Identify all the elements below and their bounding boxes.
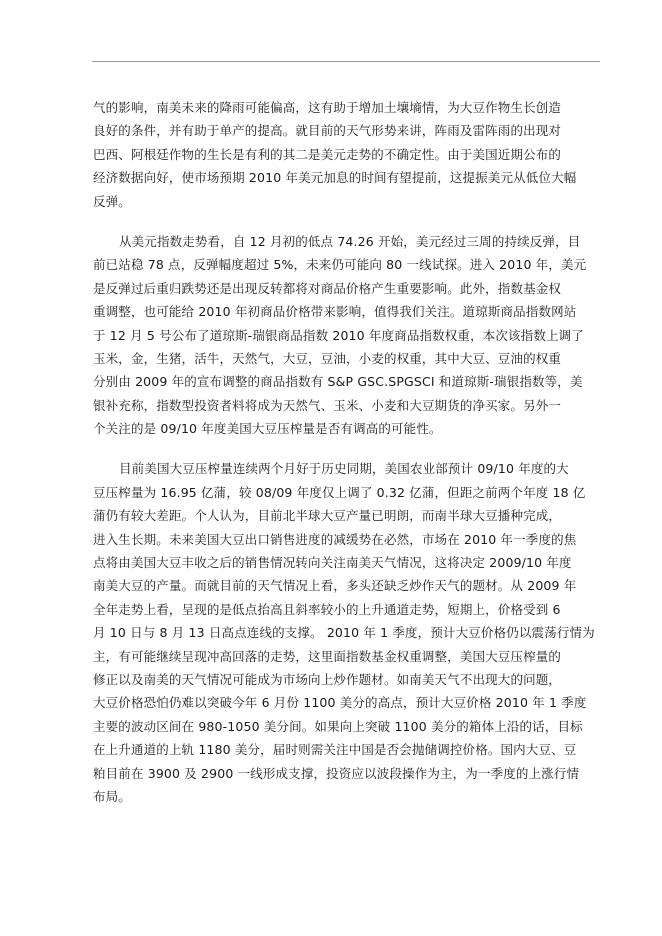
text-line: 从美元指数走势看，自 12 月初的低点 74.26 开始，美元经过三周的持续反弹，目 <box>119 233 581 249</box>
header-rule <box>92 61 600 62</box>
text-line: 良好的条件，并有助于单产的提高。就目前的天气形势来讲，阵雨及雷阵雨的出现对 <box>93 123 562 139</box>
text-line: 布局。 <box>93 788 131 804</box>
text-line: 南美大豆的产量。而就目前的天气情况上看，多头还缺乏炒作天气的题材。从 2009 年 <box>93 578 577 594</box>
text-line: 点将由美国大豆丰收之后的销售情况转向关注南美天气情况，这将决定 2009/10 年度 <box>93 555 572 571</box>
text-line: 修正以及南美的天气情况可能成为市场向上炒作题材。如南美天气不出现大的问题， <box>93 671 562 687</box>
text-line: 前已站稳 78 点，反弹幅度超过 5%，未来仍可能向 80 一线试探。进入 2010 年，美元 <box>93 257 587 273</box>
text-line: 气的影响，南美未来的降雨可能偏高，这有助于增加土壤墒情，为大豆作物生长创造 <box>93 100 562 115</box>
text-line: 巴西、阿根廷作物的生长是有利的其二是美元走势的不确定性。由于美国近期公布的 <box>93 146 562 162</box>
text-line: 进入生长期。未来美国大豆出口销售进度的减缓势在必然，市场在 2010 年一季度的焦 <box>93 531 577 547</box>
text-line: 是反弹过后重归跌势还是出现反转都将对商品价格产生重要影响。此外，指数基金权 <box>93 280 562 296</box>
text-line: 玉米，金，生猪，活牛，天然气，大豆，豆油，小麦的权重，其中大豆、豆油的权重 <box>93 350 562 366</box>
text-line: 目前美国大豆压榨量连续两个月好于历史同期，美国农业部预计 09/10 年度的大 <box>119 461 569 477</box>
text-line: 于 12 月 5 号公布了道琼斯-瑞银商品指数 2010 年度商品指数权重，本次该指数上调了 <box>93 327 584 343</box>
text-line: 个关注的是 09/10 年度美国大豆压榨量是否有调高的可能性。 <box>93 421 442 437</box>
text-line: 经济数据向好，使市场预期 2010 年美元加息的时间有望提前，这提振美元从低位大幅 <box>93 170 577 186</box>
document-body <box>93 96 603 825</box>
text-line: 蒲仍有较大差距。个人认为，目前北半球大豆产量已明朗，而南半球大豆播种完成， <box>93 508 562 524</box>
text-line: 重调整，也可能给 2010 年初商品价格带来影响，值得我们关注。道琼斯商品指数网站 <box>93 304 577 320</box>
text-line: 银补充称，指数型投资者料将成为天然气、玉米、小麦和大豆期货的净买家。另外一 <box>93 397 562 413</box>
text-line: 大豆价格恐怕仍难以突破今年 6 月份 1100 美分的高点，预计大豆价格 2010 年 1 季度 <box>93 695 587 711</box>
text-line: 反弹。 <box>93 193 131 209</box>
text-line: 豆压榨量为 16.95 亿蒲，较 08/09 年度仅上调了 0.32 亿蒲，但距之前两个年度 18 亿 <box>93 484 586 500</box>
text-line: 粕目前在 3900 及 2900 一线形成支撑，投资应以波段操作为主，为一季度的上涨行情 <box>93 765 580 781</box>
text-line: 在上升通道的上轨 1180 美分，届时则需关注中国是否会抛储调控价格。国内大豆、豆 <box>93 742 577 758</box>
paragraph-2 <box>93 230 603 441</box>
text-line: 分别由 2009 年的宣布调整的商品指数有 S&P GSC.SPGSCI 和道琼斯-瑞银指数等，美 <box>93 374 583 390</box>
text-line: 主要的波动区间在 980-1050 美分间。如果向上突破 1100 美分的箱体上沿的话，目标 <box>93 718 583 734</box>
paragraph-1 <box>93 96 603 213</box>
text-line: 全年走势上看，呈现的是低点抬高且斜率较小的上升通道走势，短期上，价格受到 6 <box>93 601 561 617</box>
text-line: 主，有可能继续呈现冲高回落的走势，这里面指数基金权重调整，美国大豆压榨量的 <box>93 648 562 664</box>
text-line: 月 10 日与 8 月 13 日高点连线的支撑。 2010 年 1 季度，预计大豆价格仍以震荡行情为 <box>93 625 595 641</box>
paragraph-3 <box>93 457 603 808</box>
